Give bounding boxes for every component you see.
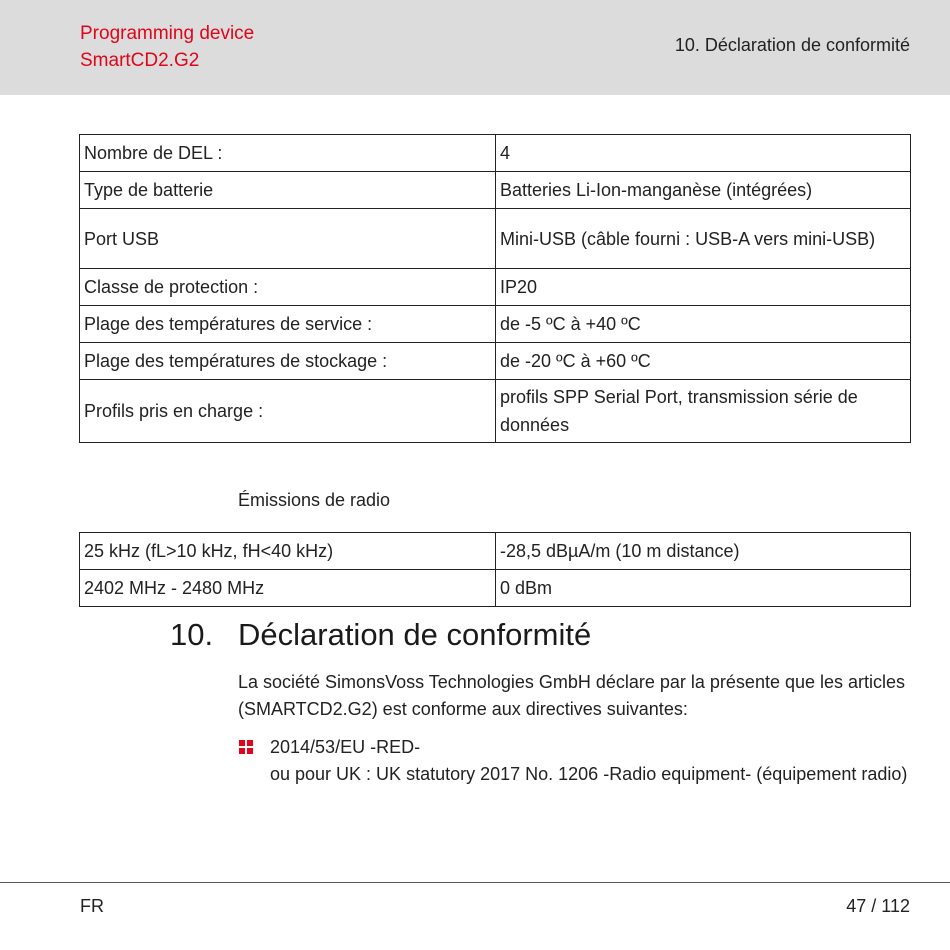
table-row: [80, 343, 911, 380]
spec-label: Plage des températures de stockage :: [80, 343, 496, 380]
directive-uk: ou pour UK : UK statutory 2017 No. 1206 -Radio equipment- (équipement radio): [270, 764, 908, 784]
table-row: [80, 380, 911, 443]
table-row: [80, 533, 911, 570]
header-chapter-title: 10. Déclaration de conformité: [674, 35, 910, 55]
radio-frequency: 2402 MHz - 2480 MHz: [80, 570, 496, 607]
brand-line-model: SmartCD2.G2: [80, 50, 200, 71]
footer-language: FR: [80, 896, 104, 916]
spec-value: de -20 ºC à +60 ºC: [496, 343, 911, 380]
red-square-bullet-icon: [239, 740, 253, 754]
conformity-paragraph: La société SimonsVoss Technologies GmbH déclare par la présente que les articles (SMARTCD2.G2) est conforme aux directives suivantes:: [238, 672, 906, 719]
table-row: [80, 570, 911, 607]
table-row: [80, 269, 911, 306]
spec-value: Batteries Li-Ion-manganèse (intégrées): [496, 172, 911, 209]
radio-emissions-table: [79, 532, 911, 607]
radio-power: -28,5 dBµA/m (10 m distance): [496, 533, 911, 570]
page-header: [0, 0, 950, 95]
spec-value: 4: [496, 135, 911, 172]
section-heading: Déclaration de conformité: [238, 617, 592, 652]
table-row: [80, 135, 911, 172]
spec-label: Classe de protection :: [80, 269, 496, 306]
section-number: 10.: [170, 617, 214, 652]
spec-label: Port USB: [80, 209, 496, 269]
footer-page-number: 47 / 112: [846, 896, 910, 916]
brand-title: [80, 20, 254, 74]
radio-frequency: 25 kHz (fL>10 kHz, fH<40 kHz): [80, 533, 496, 570]
spec-label: Nombre de DEL :: [80, 135, 496, 172]
spec-label: Type de batterie: [80, 172, 496, 209]
table-row: [80, 306, 911, 343]
table-row: [80, 209, 911, 269]
footer-divider: [0, 882, 950, 883]
spec-label: Profils pris en charge :: [80, 380, 496, 443]
radio-emissions-title: Émissions de radio: [238, 490, 391, 510]
spec-value: de -5 ºC à +40 ºC: [496, 306, 911, 343]
spec-value: profils SPP Serial Port, transmission série de données: [496, 380, 911, 443]
directive-red: 2014/53/EU -RED-: [270, 737, 421, 757]
radio-power: 0 dBm: [496, 570, 911, 607]
spec-label: Plage des températures de service :: [80, 306, 496, 343]
brand-line-product: Programming device: [80, 23, 255, 44]
table-row: [80, 172, 911, 209]
spec-value: IP20: [496, 269, 911, 306]
specifications-table: [79, 134, 911, 443]
spec-value: Mini-USB (câble fourni : USB-A vers mini-USB): [496, 209, 911, 269]
directive-list-item: [270, 734, 910, 788]
